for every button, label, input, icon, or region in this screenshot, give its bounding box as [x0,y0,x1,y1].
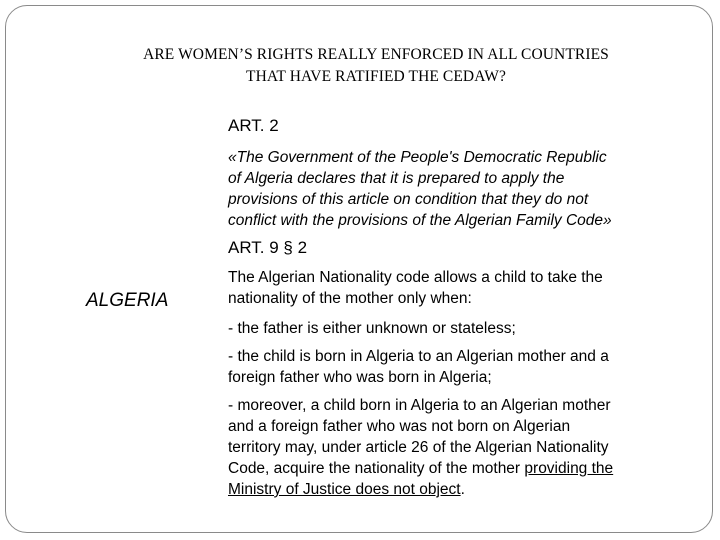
art2-quote-line-2: of Algeria declares that it is prepared to apply the [228,170,565,187]
title-line-1: ARE WOMEN’S RIGHTS REALLY ENFORCED IN ALL COUNTRIES [143,46,609,63]
art9-bullet-3-line-5-underlined: Ministry of Justice does not object [228,481,461,498]
art9-bullet-3-line-5 [228,479,698,500]
art9-intro-line-2: nationality of the mother only when: [228,290,472,307]
art9-bullet-3-line-2: and a foreign father who was not born on Algerian [228,418,571,435]
art9-bullet-1 [228,318,698,339]
art9-bullet-3-line-4-underlined: providing the [524,460,614,477]
art9-bullet-3-line-5-end: . [460,481,465,498]
art9-bullet-1-line: - the father is either unknown or stateless; [228,320,516,337]
art9-bullet-2 [228,346,698,388]
art9-bullet-3-line-1: - moreover, a child born in Algeria to an Algerian mother [228,397,611,414]
country-label: ALGERIA [86,290,169,311]
art9-bullet-2-line-2: foreign father who was born in Algeria; [228,369,492,386]
title-line-2: THAT HAVE RATIFIED THE CEDAW? [246,68,506,85]
art9-bullet-3 [228,395,698,500]
art9-bullet-3-line-4 [228,458,698,479]
art9-bullet-2-line-1: - the child is born in Algeria to an Algerian mother and a [228,348,609,365]
art2-quote-line-1: «The Government of the People's Democratic Republic [228,149,607,166]
art9-intro [228,267,698,309]
art9-heading: ART. 9 § 2 [228,238,308,257]
art2-quote-line-4: conflict with the provisions of the Algerian Family Code» [228,212,612,229]
art9-intro-line-1: The Algerian Nationality code allows a child to take the [228,269,603,286]
art2-quote-line-3: provisions of this article on condition that they do not [228,191,589,208]
art2-quote [228,147,698,231]
art2-heading: ART. 2 [228,116,279,135]
slide-title [40,44,712,88]
art9-bullet-3-line-4-plain: Code, acquire the nationality of the mother [228,460,525,477]
art9-bullet-3-line-3: territory may, under article 26 of the Algerian Nationality [228,439,609,456]
